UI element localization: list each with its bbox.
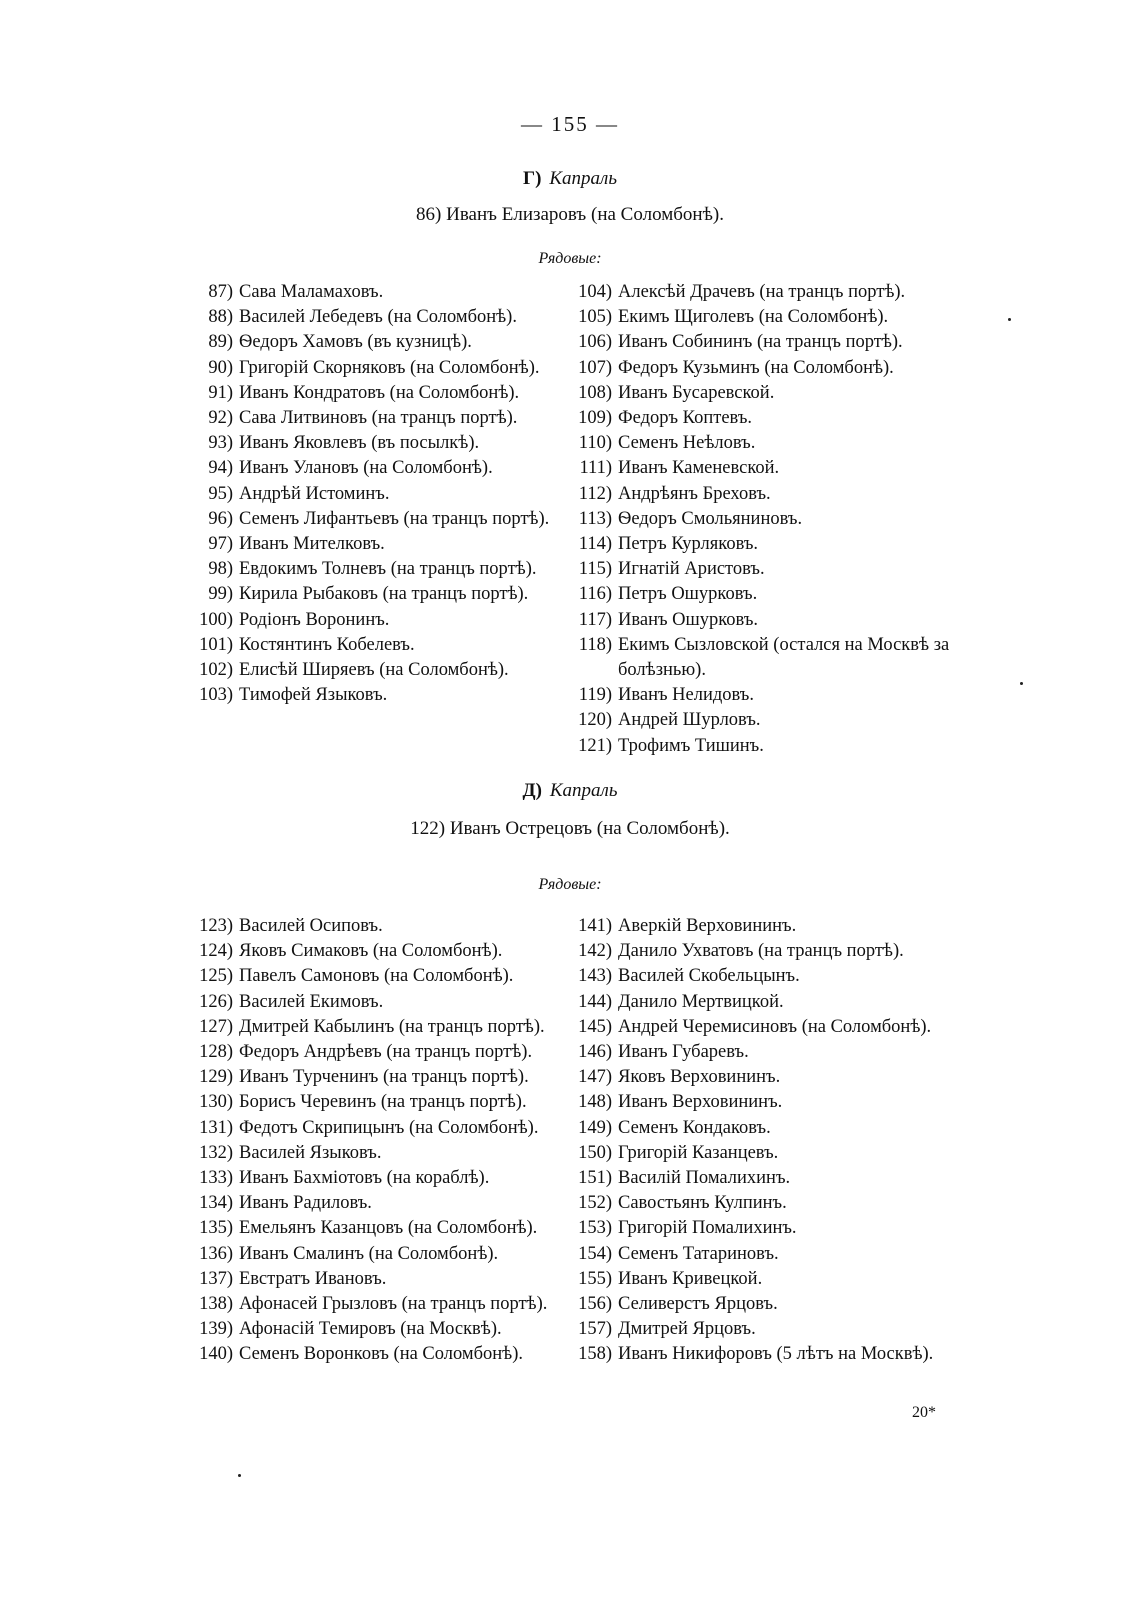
entry-number: 149) [578,1117,612,1138]
signature-mark: 20* [912,1404,936,1421]
roster-entry [183,406,549,431]
entry-number: 147) [578,1067,612,1088]
entry-number: 88) [208,307,233,328]
entry-name: Иванъ Бахміотовъ (на кораблѣ). [239,1168,490,1189]
entry-number: 107) [578,357,612,378]
roster-entry [562,280,988,305]
roster-entry [183,914,547,939]
entry-number: 105) [578,307,612,328]
roster-entry [183,482,549,507]
paper-speck [238,1474,241,1477]
entry-name: Иванъ Нелидовъ. [618,685,754,706]
roster-entry [562,683,988,708]
entry-name: Иванъ Каменевской. [618,458,780,479]
roster-entry [562,1342,988,1367]
section-g-privates-heading: Рядовые: [538,250,602,267]
roster-entry [183,330,549,355]
entry-name: Семенъ Неѣловъ. [618,433,756,454]
entry-number: 136) [199,1243,233,1264]
roster-entry [562,557,988,582]
entry-number: 137) [199,1268,233,1289]
entry-name: Иванъ Яковлевъ (въ посылкѣ). [239,433,480,454]
entry-number: 150) [578,1142,612,1163]
entry-number: 139) [199,1319,233,1340]
entry-name: Григорій Помалихинъ. [618,1218,797,1239]
entry-name: Савостьянъ Кулпинъ. [618,1193,787,1214]
entry-name: Иванъ Никифоровъ (5 лѣтъ на Москвѣ). [618,1344,934,1365]
roster-entry [562,633,988,683]
roster-entry [183,1166,547,1191]
entry-name: Евстратъ Ивановъ. [239,1268,387,1289]
entry-name: Тимофей Языковъ. [239,685,388,706]
entry-number: 95) [208,483,233,504]
entry-number: 102) [199,660,233,681]
entry-number: 143) [578,966,612,987]
roster-entry [562,482,988,507]
entry-number: 125) [199,966,233,987]
entry-number: 99) [208,584,233,605]
roster-entry [562,608,988,633]
entry-name: Евдокимъ Толневъ (на транцъ портѣ). [239,559,537,580]
entry-number: 115) [578,559,612,580]
corporal-name: Иванъ Елизаровъ (на Соломбонѣ). [446,204,724,225]
entry-number: 113) [578,508,612,529]
roster-entry [183,939,547,964]
entry-number: 124) [199,941,233,962]
entry-name: Семенъ Воронковъ (на Соломбонѣ). [239,1344,524,1365]
roster-entry [183,633,549,658]
roster-entry [183,1090,547,1115]
entry-name: Василей Лебедевъ (на Соломбонѣ). [239,307,517,328]
entry-number: 92) [208,408,233,429]
entry-number: 104) [578,282,612,302]
roster-entry [562,708,988,733]
entry-name: Емельянъ Казанцовъ (на Соломбонѣ). [239,1218,538,1239]
entry-name: Трофимъ Тишинъ. [618,735,764,756]
roster-entry [562,1242,988,1267]
section-g-corporal [0,204,1140,226]
roster-entry [562,1040,988,1065]
roster-entry [562,1166,988,1191]
entry-number: 101) [199,634,233,655]
roster-entry [562,406,988,431]
entry-name: Селиверстъ Ярцовъ. [618,1294,778,1315]
entry-number: 94) [208,458,233,479]
page-number: — 155 — [521,112,619,136]
entry-name: Родіонъ Воронинъ. [239,609,390,630]
entry-number: 93) [208,433,233,454]
roster-entry [183,1292,547,1317]
entry-name: Василей Екимовъ. [239,991,384,1012]
entry-number: 100) [199,609,233,630]
entry-name: Ѳедоръ Хамовъ (въ кузницѣ). [239,332,472,353]
entry-name: Семенъ Лифантьевъ (на транцъ портѣ). [239,508,550,529]
entry-name: Семенъ Кондаковъ. [618,1117,771,1138]
roster-entry [183,1040,547,1065]
roster-entry [562,990,988,1015]
entry-number: 155) [578,1268,612,1289]
entry-number: 126) [199,991,233,1012]
entry-name: Иванъ Радиловъ. [239,1193,372,1214]
section-d-right-column [562,914,988,1368]
roster-entry [562,964,988,989]
entry-name: Иванъ Верховининъ. [618,1092,783,1113]
section-d-corporal [0,818,1140,840]
roster-entry [183,381,549,406]
roster-entry [562,1116,988,1141]
roster-entry [562,456,988,481]
entry-name: Екимъ Сызловской (остался на Москвѣ за болѣзнью). [618,634,950,681]
entry-number: 98) [208,559,233,580]
entry-name: Иванъ Бусаревской. [618,382,775,403]
roster-entry [562,532,988,557]
entry-name: Федоръ Андрѣевъ (на транцъ портѣ). [239,1042,533,1063]
entry-name: Иванъ Собининъ (на транцъ портѣ). [618,332,903,353]
entry-number: 128) [199,1042,233,1063]
entry-number: 133) [199,1168,233,1189]
corporal-name: Иванъ Острецовъ (на Соломбонѣ). [449,818,730,839]
roster-entry [562,1065,988,1090]
entry-number: 119) [578,685,612,706]
entry-name: Иванъ Мителковъ. [239,534,385,555]
entry-number: 91) [208,382,233,403]
entry-number: 146) [578,1042,612,1063]
entry-number: 158) [578,1344,612,1365]
entry-name: Василей Скобельцынъ. [618,966,800,987]
entry-name: Екимъ Щиголевъ (на Соломбонѣ). [618,307,889,328]
entry-number: 153) [578,1218,612,1239]
entry-name: Дмитрей Ярцовъ. [618,1319,756,1340]
entry-name: Григорій Казанцевъ. [618,1142,779,1163]
entry-name: Василей Языковъ. [239,1142,382,1163]
roster-entry [183,356,549,381]
roster-entry [562,582,988,607]
roster-entry [183,1267,547,1292]
roster-entry [183,1065,547,1090]
entry-name: Григорій Скорняковъ (на Соломбонѣ). [239,357,540,378]
entry-number: 141) [578,916,612,936]
entry-number: 144) [578,991,612,1012]
entry-name: Василей Осиповъ. [239,916,383,936]
entry-number: 114) [578,534,612,555]
entry-number: 142) [578,941,612,962]
entry-number: 148) [578,1092,612,1113]
entry-number: 110) [578,433,612,454]
entry-number: 130) [199,1092,233,1113]
roster-entry [183,305,549,330]
entry-number: 90) [208,357,233,378]
section-d-title [0,780,1140,802]
roster-entry [183,1317,547,1342]
section-g-rank: Капраль [549,168,617,189]
entry-name: Данило Мертвицкой. [618,991,784,1012]
roster-entry [562,1292,988,1317]
roster-entry [562,1015,988,1040]
roster-entry [183,431,549,456]
roster-entry [562,431,988,456]
roster-entry [562,1090,988,1115]
entry-name: Борисъ Черевинъ (на транцъ портѣ). [239,1092,527,1113]
entry-number: 118) [578,634,612,655]
entry-number: 129) [199,1067,233,1088]
entry-name: Афонасій Темировъ (на Москвѣ). [239,1319,502,1340]
entry-name: Данило Ухватовъ (на транцъ портѣ). [618,941,904,962]
section-d-letter: Д) [522,780,542,801]
entry-name: Яковъ Симаковъ (на Соломбонѣ). [239,941,503,962]
entry-name: Иванъ Кривецкой. [618,1268,763,1289]
entry-number: 97) [208,534,233,555]
entry-number: 116) [578,584,612,605]
entry-name: Афонасей Грызловъ (на транцъ портѣ). [239,1294,548,1315]
entry-name: Кирила Рыбаковъ (на транцъ портѣ). [239,584,529,605]
roster-entry [183,658,549,683]
entry-name: Сава Литвиновъ (на транцъ портѣ). [239,408,518,429]
entry-name: Иванъ Ошурковъ. [618,609,759,630]
entry-number: 154) [578,1243,612,1264]
entry-name: Алексѣй Драчевъ (на транцъ портѣ). [618,282,906,302]
entry-number: 96) [208,508,233,529]
roster-entry [183,456,549,481]
entry-number: 123) [199,916,233,936]
entry-name: Костянтинъ Кобелевъ. [239,634,415,655]
roster-entry [183,532,549,557]
roster-entry [562,1267,988,1292]
roster-entry [562,356,988,381]
corporal-number: 86) [416,204,442,225]
entry-number: 106) [578,332,612,353]
entry-name: Яковъ Верховининъ. [618,1067,781,1088]
entry-number: 111) [579,458,612,479]
roster-entry [183,608,549,633]
entry-name: Петръ Ошурковъ. [618,584,758,605]
entry-name: Иванъ Смалинъ (на Соломбонѣ). [239,1243,499,1264]
paper-speck [1020,682,1023,685]
section-d-left-column [183,914,547,1368]
entry-name: Дмитрей Кабылинъ (на транцъ портѣ). [239,1016,545,1037]
roster-entry [183,964,547,989]
entry-name: Иванъ Губаревъ. [618,1042,749,1063]
section-g-left-column [183,280,549,708]
roster-entry [183,507,549,532]
roster-entry [562,1317,988,1342]
roster-entry [183,990,547,1015]
roster-entry [562,939,988,964]
entry-name: Игнатій Аристовъ. [618,559,765,580]
entry-name: Иванъ Кондратовъ (на Соломбонѣ). [239,382,520,403]
entry-number: 156) [578,1294,612,1315]
section-d-privates-heading: Рядовые: [538,876,602,893]
entry-number: 151) [578,1168,612,1189]
roster-entry [562,1141,988,1166]
section-g-right-column [562,280,988,759]
section-g-title [0,168,1140,190]
entry-name: Федоръ Коптевъ. [618,408,753,429]
roster-entry [183,683,549,708]
entry-number: 140) [199,1344,233,1365]
entry-number: 103) [199,685,233,706]
entry-number: 117) [578,609,612,630]
corporal-number: 122) [410,818,446,839]
roster-entry [562,1216,988,1241]
roster-entry [562,1191,988,1216]
roster-entry [183,557,549,582]
entry-name: Иванъ Турченинъ (на транцъ портѣ). [239,1067,529,1088]
entry-number: 145) [578,1016,612,1037]
entry-name: Андрей Черемисиновъ (на Соломбонѣ). [618,1016,932,1037]
roster-entry [183,1015,547,1040]
entry-name: Семенъ Татариновъ. [618,1243,779,1264]
entry-name: Федоръ Кузьминъ (на Соломбонѣ). [618,357,894,378]
entry-number: 157) [578,1319,612,1340]
entry-number: 152) [578,1193,612,1214]
entry-name: Аверкій Верховининъ. [618,916,797,936]
entry-number: 112) [578,483,612,504]
entry-name: Федотъ Скрипицынъ (на Соломбонѣ). [239,1117,539,1138]
roster-entry [562,305,988,330]
entry-number: 131) [199,1117,233,1138]
entry-number: 109) [578,408,612,429]
entry-number: 121) [578,735,612,756]
entry-number: 134) [199,1193,233,1214]
entry-number: 108) [578,382,612,403]
entry-name: Иванъ Улановъ (на Соломбонѣ). [239,458,493,479]
entry-name: Андрѣй Истоминъ. [239,483,390,504]
roster-entry [183,1116,547,1141]
roster-entry [183,1216,547,1241]
entry-number: 138) [199,1294,233,1315]
entry-number: 89) [208,332,233,353]
entry-number: 135) [199,1218,233,1239]
entry-name: Сава Маламаховъ. [239,282,384,302]
entry-name: Андрѣянъ Бреховъ. [618,483,771,504]
roster-entry [183,582,549,607]
entry-number: 127) [199,1016,233,1037]
roster-entry [562,381,988,406]
roster-entry [562,914,988,939]
roster-entry [183,1141,547,1166]
entry-number: 87) [208,282,233,302]
entry-number: 132) [199,1142,233,1163]
entry-name: Петръ Курляковъ. [618,534,759,555]
paper-speck [1008,318,1011,321]
entry-name: Василій Помалихинъ. [618,1168,791,1189]
section-g-letter: Г) [523,168,542,189]
roster-entry [562,330,988,355]
roster-entry [562,507,988,532]
roster-entry [562,734,988,759]
entry-name: Елисѣй Ширяевъ (на Соломбонѣ). [239,660,509,681]
entry-name: Андрей Шурловъ. [618,710,761,731]
roster-entry [183,1342,547,1367]
roster-entry [183,1242,547,1267]
entry-name: Ѳедоръ Смольяниновъ. [618,508,803,529]
roster-entry [183,280,549,305]
roster-entry [183,1191,547,1216]
section-d-rank: Капраль [549,780,618,801]
entry-number: 120) [578,710,612,731]
entry-name: Павелъ Самоновъ (на Соломбонѣ). [239,966,514,987]
